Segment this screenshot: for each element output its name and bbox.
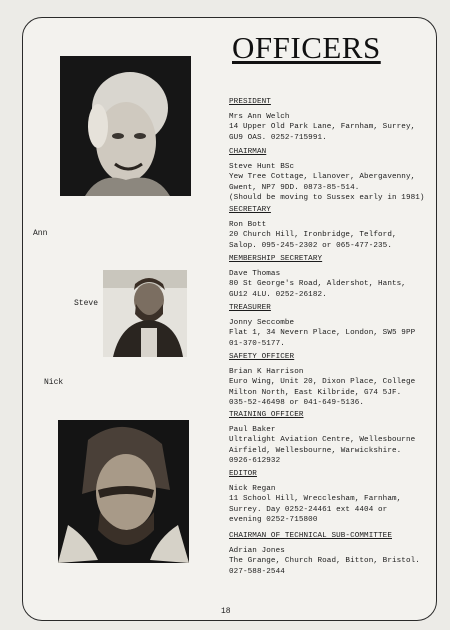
officer-name: Dave Thomas	[229, 269, 281, 278]
officer-address: Salop. 095-245-2302 or 065-477-235.	[229, 241, 392, 250]
officer-phone: 035-52-46498 or 041-649-5136.	[229, 399, 365, 408]
officer-address: Gwent, NP7 9DD. 0873-85-514.	[229, 183, 360, 192]
role-heading: CHAIRMAN OF TECHNICAL SUB-COMMITTEE	[229, 532, 392, 540]
page-number: 18	[221, 607, 231, 616]
officer-technical-chairman	[229, 531, 439, 577]
role-heading: CHAIRMAN	[229, 148, 267, 156]
role-heading: PRESIDENT	[229, 98, 271, 106]
role-heading: EDITOR	[229, 470, 257, 478]
officer-secretary	[229, 205, 439, 251]
officer-name: Nick Regan	[229, 484, 276, 493]
portrait-photo-ann	[60, 56, 191, 196]
officer-address: 80 St George's Road, Aldershot, Hants,	[229, 280, 406, 289]
officer-note: (Should be moving to Sussex early in 1981)	[229, 194, 425, 203]
portrait-photo-steve	[103, 270, 187, 357]
officer-name: Ron Bott	[229, 220, 267, 229]
officer-name: Jonny Seccombe	[229, 318, 295, 327]
officer-safety-officer	[229, 352, 439, 409]
photo-label-steve: Steve	[74, 299, 99, 308]
officer-address: 20 Church Hill, Ironbridge, Telford,	[229, 231, 397, 240]
role-heading: SAFETY OFFICER	[229, 353, 295, 361]
officer-name: Steve Hunt BSc	[229, 162, 295, 171]
portrait-photo-nick	[58, 420, 189, 563]
officer-address: Flat 1, 34 Nevern Place, London, SW5 9PP	[229, 329, 416, 338]
officer-address: 01-370-5177.	[229, 339, 285, 348]
role-heading: TREASURER	[229, 304, 271, 312]
officer-address: Surrey. Day 0252-24461 ext 4404 or	[229, 505, 388, 514]
photo-label-nick: Nick	[44, 378, 64, 387]
officer-president	[229, 97, 439, 143]
officer-address: GU9 OAS. 0252-715991.	[229, 133, 327, 142]
officer-treasurer	[229, 303, 439, 349]
officer-phone: 027-588-2544	[229, 567, 285, 576]
officer-name: Brian K Harrison	[229, 367, 304, 376]
officer-name: Paul Baker	[229, 425, 276, 434]
officer-phone: 0926-612932	[229, 457, 281, 466]
officer-editor	[229, 469, 439, 526]
role-heading: TRAINING OFFICER	[229, 411, 304, 419]
officer-membership-secretary	[229, 254, 439, 300]
officer-name: Adrian Jones	[229, 546, 285, 555]
officer-address: 11 School Hill, Wrecclesham, Farnham,	[229, 495, 402, 504]
role-heading: SECRETARY	[229, 206, 271, 214]
officer-address: 14 Upper Old Park Lane, Farnham, Surrey,	[229, 123, 416, 132]
officer-address: Euro Wing, Unit 20, Dixon Place, College	[229, 378, 416, 387]
officer-address: Ultralight Aviation Centre, Wellesbourne	[229, 436, 416, 445]
officer-phone: evening 0252-715800	[229, 516, 318, 525]
officer-address: The Grange, Church Road, Bitton, Bristol.	[229, 557, 420, 566]
officer-address: Airfield, Wellesbourne, Warwickshire.	[229, 446, 402, 455]
page-title: OFFICERS	[232, 30, 381, 65]
officer-address: Yew Tree Cottage, Llanover, Abergavenny,	[229, 173, 416, 182]
role-heading: MEMBERSHIP SECRETARY	[229, 255, 323, 263]
officer-address: GU12 4LU. 0252-26182.	[229, 290, 327, 299]
photo-label-ann: Ann	[33, 229, 48, 238]
officer-name: Mrs Ann Welch	[229, 112, 290, 121]
officer-chairman	[229, 147, 439, 204]
officer-training-officer	[229, 410, 439, 467]
officer-address: Milton North, East Kilbride, G74 5JF.	[229, 388, 402, 397]
